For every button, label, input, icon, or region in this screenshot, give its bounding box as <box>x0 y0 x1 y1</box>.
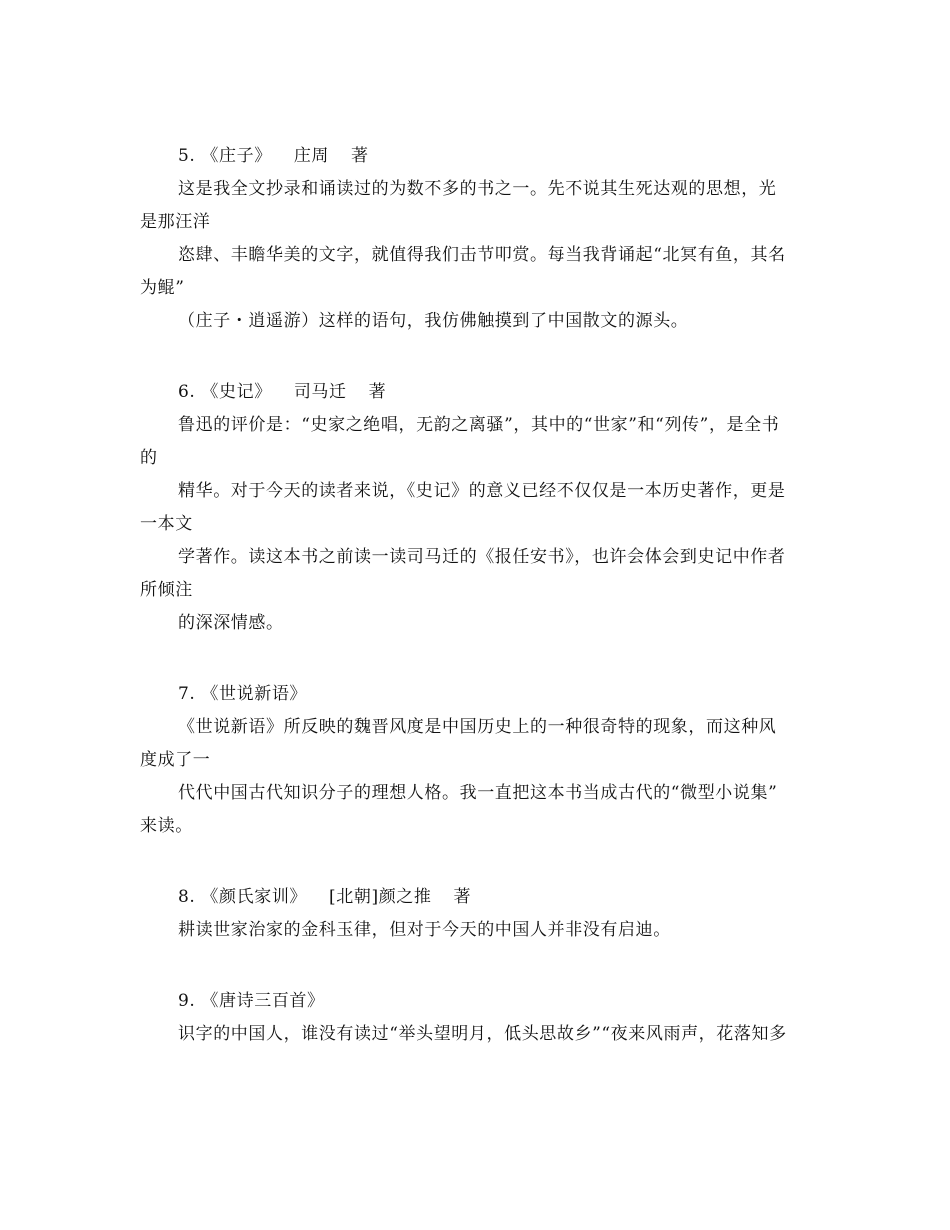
entry-5 <box>140 145 815 332</box>
body-line: 的 <box>140 448 158 468</box>
body-line: 识字的中国人，谁没有读过“举头望明月，低头思故乡”“夜来风雨声，花落知多 <box>178 1024 787 1044</box>
section-gap <box>140 952 815 990</box>
entry-heading <box>140 683 815 705</box>
book-author: 司马迁 <box>293 382 347 402</box>
body-line: 度成了一 <box>140 750 211 770</box>
book-title: 5. 《庄子》 <box>178 146 272 166</box>
body-line: 这是我全文抄录和诵读过的为数不多的书之一。先不说其生死达观的思想，光 <box>178 179 777 199</box>
body-line: 的深深情感。 <box>178 613 284 633</box>
entry-heading <box>140 886 815 908</box>
book-title: 7. 《世说新语》 <box>178 684 308 704</box>
book-title: 9. 《唐诗三百首》 <box>178 991 325 1011</box>
book-author-note: 著 <box>453 887 472 907</box>
entry-9 <box>140 990 815 1045</box>
entry-7 <box>140 683 815 837</box>
book-author: [北朝]颜之推 <box>329 887 432 907</box>
book-title: 6. 《史记》 <box>178 382 272 402</box>
entry-heading <box>140 145 815 167</box>
entry-heading <box>140 381 815 403</box>
body-line: 是那汪洋 <box>140 212 211 232</box>
body-line: 恣肆、丰瞻华美的文字，就值得我们击节叩赏。每当我背诵起“北冥有鱼，其名 <box>178 245 786 265</box>
body-line: 代代中国古代知识分子的理想人格。我一直把这本书当成古代的“微型小说集” <box>178 783 778 803</box>
entry-8 <box>140 886 815 941</box>
body-line: （庄子・逍遥游）这样的语句，我仿佛触摸到了中国散文的源头。 <box>178 311 689 331</box>
body-line: 一本文 <box>140 514 193 534</box>
body-line: 《世说新语》所反映的魏晋风度是中国历史上的一种很奇特的现象，而这种风 <box>178 717 777 737</box>
book-title: 8. 《颜氏家训》 <box>178 887 308 907</box>
body-line: 鲁迅的评价是：“史家之绝唱，无韵之离骚”，其中的“世家”和“列传”，是全书 <box>178 415 780 435</box>
book-author-note: 著 <box>351 146 369 166</box>
book-author: 庄周 <box>293 146 330 166</box>
body-line: 学著作。读这本书之前读一读司马迁的《报任安书》，也许会体会到史记中作者 <box>178 547 786 567</box>
entry-6 <box>140 381 815 634</box>
entry-heading <box>140 990 815 1012</box>
document-page <box>140 145 815 1056</box>
book-author-note: 著 <box>368 382 387 402</box>
body-line: 耕读世家治家的金科玉律，但对于今天的中国人并非没有启迪。 <box>178 920 671 940</box>
section-gap <box>140 343 815 381</box>
body-line: 所倾注 <box>140 580 193 600</box>
section-gap <box>140 645 815 683</box>
section-gap <box>140 848 815 886</box>
body-line: 来读。 <box>140 816 193 836</box>
body-line: 为鲲” <box>140 278 185 298</box>
body-line: 精华。对于今天的读者来说，《史记》的意义已经不仅仅是一本历史著作，更是 <box>178 481 786 501</box>
